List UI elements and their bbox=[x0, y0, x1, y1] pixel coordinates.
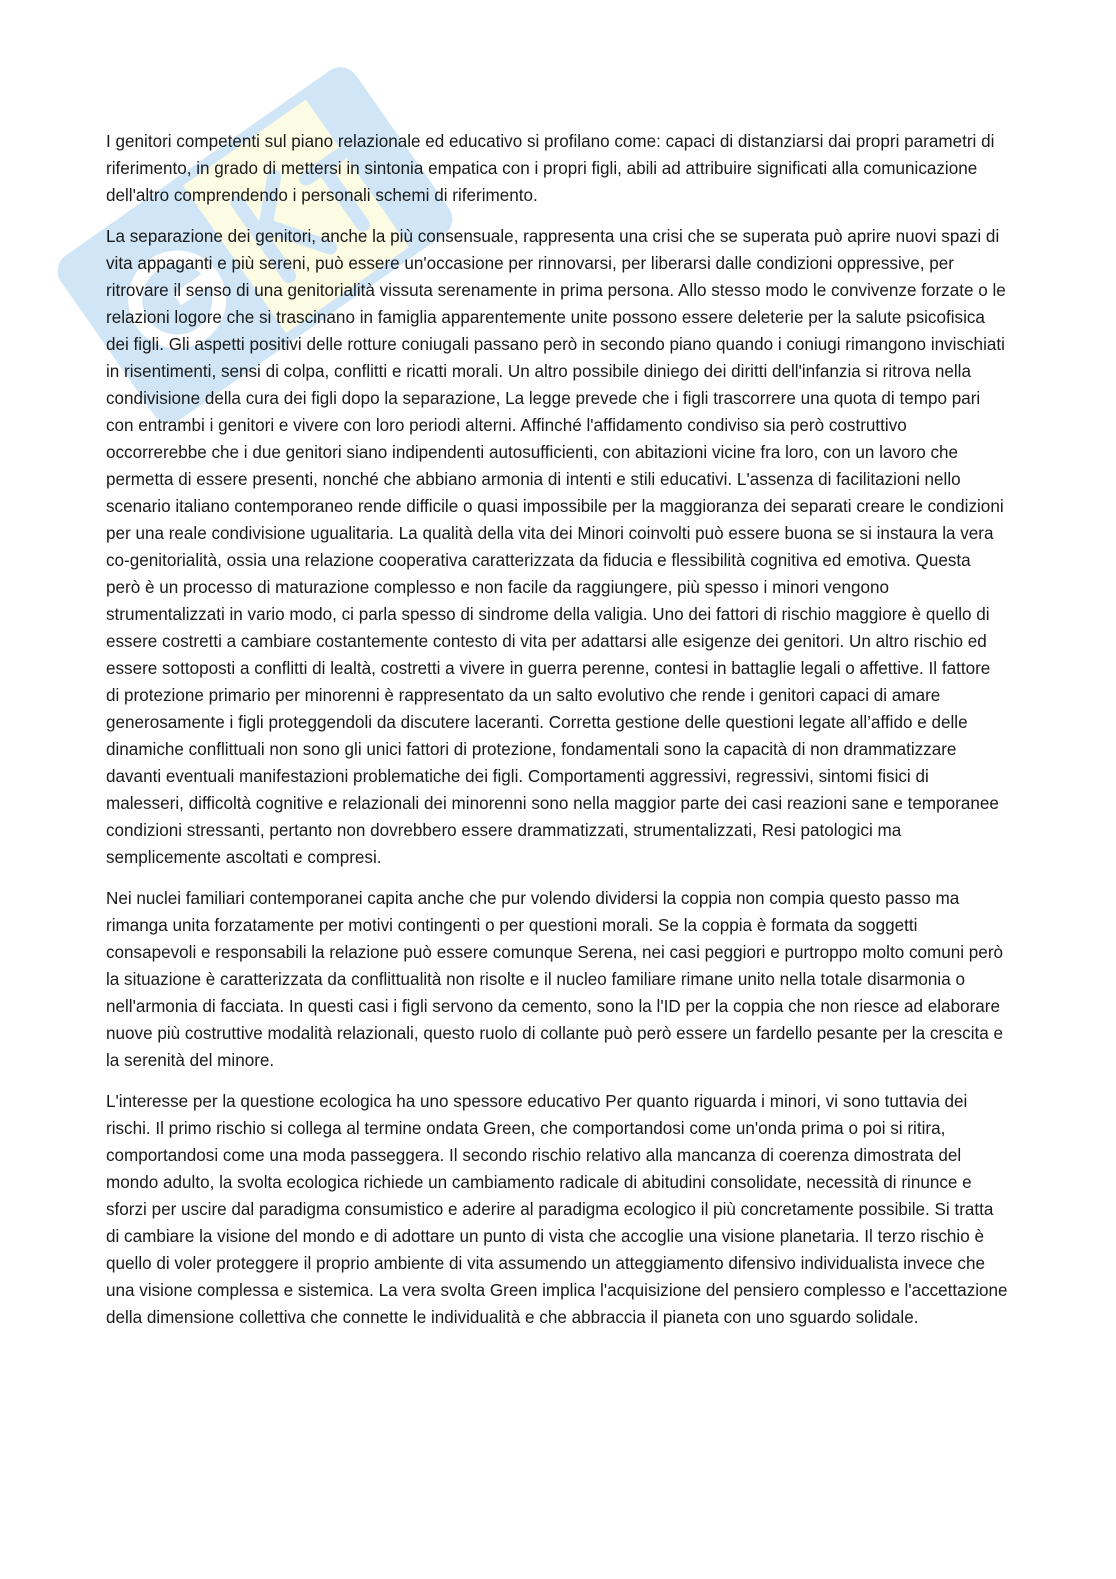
paragraph-ecological-question: L'interesse per la questione ecologica ha uno spessore educativo Per quanto riguarda i minori, vi sono tuttavia dei rischi. Il primo rischio si collega al termine ondata Green, che comportandosi come un'onda prima o poi si ritira, comportandosi come una moda passeggera. Il secondo rischio relativo alla mancanza di coerenza dimostrata del mondo adulto, la svolta ecologica richiede un cambiamento radicale di abitudini consolidate, necessità di rinunce e sforzi per uscire dal paradigma consumistico e aderire al paradigma ecologico il più concretamente possibile. Si tratta di cambiare la visione del mondo e di adottare un punto di vista che accoglie una visione planetaria. Il terzo rischio è quello di voler proteggere il proprio ambiente di vita assumendo un atteggiamento difensivo individualista invece che una visione complessa e sistemica. La vera svolta Green implica l'acquisizione del pensiero complesso e l'accettazione della dimensione collettiva che connette le individualità e che abbraccia il pianeta con uno sguardo solidale. bbox=[106, 1092, 1008, 1327]
paragraph-parental-competence: I genitori competenti sul piano relazionale ed educativo si profilano come: capaci di distanziarsi dai propri parametri di riferimento, in grado di mettersi in sintonia empatica con i propri figli, abili ad attribuire significati alla comunicazione dell'altro comprendendo i personali schemi di riferimento. bbox=[106, 132, 995, 205]
paragraph-parental-separation: La separazione dei genitori, anche la più consensuale, rappresenta una crisi che se superata può aprire nuovi spazi di vita appaganti e più sereni, può essere un'occasione per rinnovarsi, per liberarsi dalle condizioni oppressive, per ritrovare il senso di una genitorialità vissuta serenamente in prima persona. Allo stesso modo le convivenze forzate o le relazioni logore che si trascinano in famiglia apparentemente unite possono essere deleterie per la salute psicofisica dei figli. Gli aspetti positivi delle rotture coniugali passano però in secondo piano quando i coniugi rimangono invischiati in risentimenti, sensi di colpa, conflitti e ricatti morali. Un altro possibile diniego dei diritti dell'infanzia si ritrova nella condivisione della cura dei figli dopo la separazione, La legge prevede che i figli trascorrere una quota di tempo pari con entrambi i genitori e vivere con loro periodi alterni. Affinché l'affidamento condiviso sia però costruttivo occorrerebbe che i due genitori siano indipendenti autosufficienti, con abitazioni vicine fra loro, con un lavoro che permetta di essere presenti, nonché che abbiano armonia di intenti e stili educativi. L'assenza di facilitazioni nello scenario italiano contemporaneo rende difficile o quasi impossibile per la maggioranza dei separati creare le condizioni per una reale condivisione ugualitaria. La qualità della vita dei Minori coinvolti può essere buona se si instaura la vera co-genitorialità, ossia una relazione cooperativa caratterizzata da fiducia e flessibilità cognitiva ed emotiva. Questa però è un processo di maturazione complesso e non facile da raggiungere, più spesso i minori vengono strumentalizzati in vario modo, ci parla spesso di sindrome della valigia. Uno dei fattori di rischio maggiore è quello di essere costretti a cambiare costantemente contesto di vita per adattarsi alle esigenze dei genitori. Un altro rischio ed essere sottoposti a conflitti di lealtà, costretti a vivere in guerra perenne, contesi in battaglie legali o affettive. Il fattore di protezione primario per minorenni è rappresentato da un salto evolutivo che rende i genitori capaci di amare generosamente i figli proteggendoli da discutere laceranti. Corretta gestione delle questioni legate all’affido e delle dinamiche conflittuali non sono gli unici fattori di protezione, fondamentali sono la capacità di non drammatizzare davanti eventuali manifestazioni problematiche dei figli. Comportamenti aggressivi, regressivi, sintomi fisici di malesseri, difficoltà cognitive e relazionali dei minorenni sono nella maggior parte dei casi reazioni sane e temporanee condizioni stressanti, pertanto non dovrebbero essere drammatizzati, strumentalizzati, Resi patologici ma semplicemente ascoltati e compresi. bbox=[106, 227, 1006, 867]
document-body bbox=[106, 128, 1008, 1345]
paragraph-family-nuclei: Nei nuclei familiari contemporanei capita anche che pur volendo dividersi la coppia non compia questo passo ma rimanga unita forzatamente per motivi contingenti o per questioni morali. Se la coppia è formata da soggetti consapevoli e responsabili la relazione può essere comunque Serena, nei casi peggiori e purtroppo molto comuni però la situazione è caratterizzata da conflittualità non risolte e il nucleo familiare rimane unito nella totale disarmonia o nell'armonia di facciata. In questi casi i figli servono da cemento, sono la l'ID per la coppia che non riesce ad elaborare nuove più costruttive modalità relazionali, questo ruolo di collante può però essere un fardello pesante per la crescita e la serenità del minore. bbox=[106, 889, 1004, 1070]
